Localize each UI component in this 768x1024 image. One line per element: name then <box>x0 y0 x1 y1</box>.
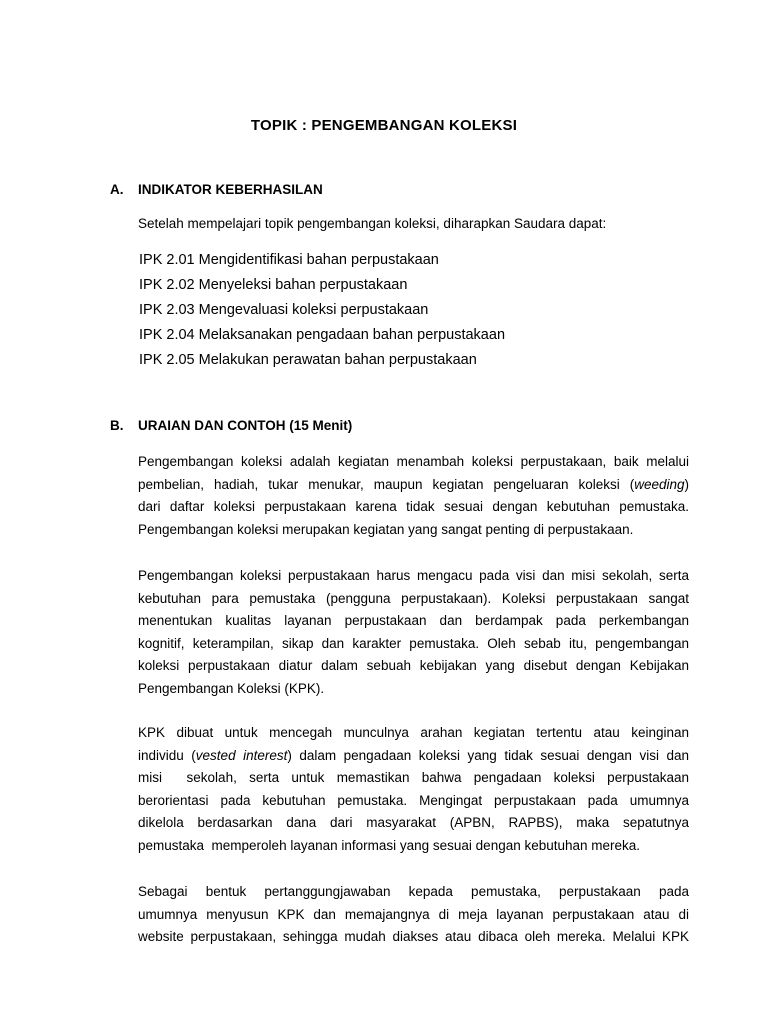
paragraph-line: Sebagai bentuk pertanggungjawaban kepada pemustaka, perpustakaan pada <box>138 884 689 899</box>
ipk-item: IPK 2.04 Melaksanakan pengadaan bahan perpustakaan <box>139 327 506 343</box>
section-a-title: INDIKATOR KEBERHASILAN <box>138 182 323 197</box>
line-text: individu ( <box>138 747 196 763</box>
paragraph-line: kognitif, keterampilan, sikap dan karakter pemustaka. Oleh sebab itu, pengembangan <box>138 635 689 651</box>
section-b-heading <box>110 418 352 433</box>
paragraph-line: Pengembangan koleksi merupakan kegiatan yang sangat penting di perpustakaan. <box>138 521 634 537</box>
ipk-item: IPK 2.05 Melakukan perawatan bahan perpustakaan <box>139 352 477 368</box>
section-a-intro: Setelah mempelajari topik pengembangan koleksi, diharapkan Saudara dapat: <box>138 216 607 231</box>
paragraph-4 <box>138 881 689 949</box>
paragraph-line: koleksi perpustakaan diatur dalam sebuah kebijakan yang disebut dengan Kebijakan <box>138 658 689 674</box>
italic-term: vested interest <box>195 747 288 763</box>
paragraph-line: KPK dibuat untuk mencegah munculnya arahan kegiatan tertentu atau keinginan <box>138 725 689 740</box>
paragraph-2 <box>138 565 689 701</box>
paragraph-line: kebutuhan para pemustaka (pengguna perpustakaan). Koleksi perpustakaan sangat <box>138 590 689 606</box>
paragraph-line: dikelola berdasarkan dana dari masyarakat (APBN, RAPBS), maka sepatutnya <box>138 815 689 831</box>
page-title: TOPIK : PENGEMBANGAN KOLEKSI <box>250 117 518 134</box>
paragraph-line: pemustaka memperoleh layanan informasi yang sesuai dengan kebutuhan mereka. <box>138 837 641 853</box>
paragraph-line <box>138 474 689 497</box>
italic-term: weeding <box>634 476 685 492</box>
paragraph-3 <box>138 722 689 858</box>
section-a-heading <box>110 182 323 197</box>
paragraph-line: Pengembangan koleksi perpustakaan harus mengacu pada visi dan misi sekolah, serta <box>138 568 689 583</box>
section-b-title: URAIAN DAN CONTOH (15 Menit) <box>138 418 353 433</box>
paragraph-line: misi sekolah, serta untuk memastikan bahwa pengadaan koleksi perpustakaan <box>138 770 689 786</box>
paragraph-line: Pengembangan koleksi adalah kegiatan menambah koleksi perpustakaan, baik melalui <box>138 454 689 469</box>
paragraph-line: dari daftar koleksi perpustakaan karena tidak sesuai dengan kebutuhan pemustaka. <box>138 499 689 515</box>
section-a-number: A. <box>110 182 124 197</box>
line-text: pembelian, hadiah, tukar menukar, maupun kegiatan pengeluaran koleksi ( <box>138 476 635 492</box>
paragraph-line: Pengembangan Koleksi (KPK). <box>138 680 325 696</box>
paragraph-line: menentukan kualitas layanan perpustakaan dan berdampak pada perkembangan <box>138 613 689 629</box>
paragraph-line: website perpustakaan, sehingga mudah diakses atau dibaca oleh mereka. Melalui KPK <box>138 929 689 945</box>
paragraph-line: berorientasi pada kebutuhan pemustaka. Mengingat perpustakaan pada umumnya <box>138 792 689 808</box>
ipk-item: IPK 2.02 Menyeleksi bahan perpustakaan <box>139 277 408 293</box>
ipk-item: IPK 2.03 Mengevaluasi koleksi perpustakaan <box>139 302 429 318</box>
ipk-list <box>139 250 505 375</box>
line-text: ) <box>684 476 689 492</box>
paragraph-line: umumnya menyusun KPK dan memajangnya di meja layanan perpustakaan atau di <box>138 906 689 922</box>
line-text: ) dalam pengadaan koleksi yang tidak sesuai dengan visi dan <box>287 747 689 763</box>
section-b-number: B. <box>110 418 124 433</box>
paragraph-line <box>138 745 689 768</box>
ipk-item: IPK 2.01 Mengidentifikasi bahan perpustakaan <box>139 252 439 268</box>
paragraph-1 <box>138 451 689 541</box>
